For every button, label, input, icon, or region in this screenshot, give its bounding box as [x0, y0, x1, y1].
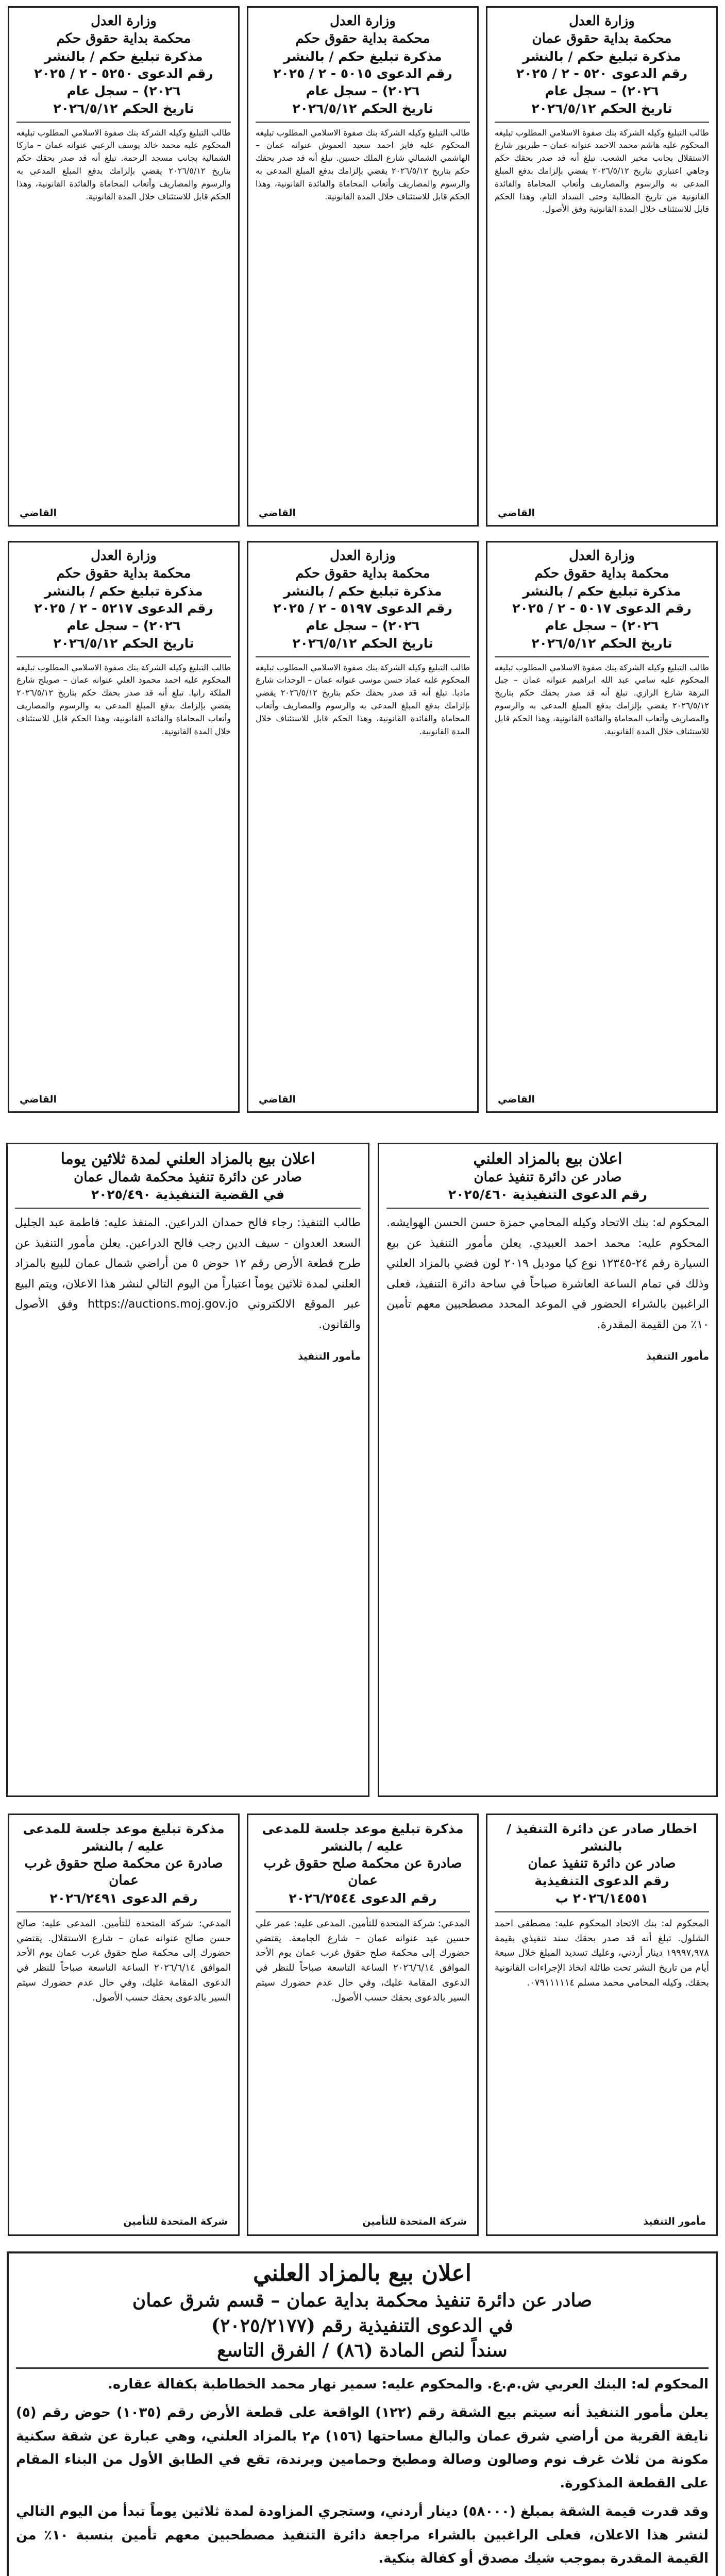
auction-notice-east — [378, 1143, 718, 1797]
notice-title: مذكرة تبليغ حكم / بالنشر — [44, 48, 203, 64]
auction-notice-north — [6, 1143, 369, 1797]
judgment-date: تاريخ الحكم ٢٠٢٦/٥/١٢ — [292, 635, 433, 651]
signature: القاضي — [498, 507, 535, 519]
notice-subtitle: صادرة عن محكمة صلح حقوق غرب عمان — [263, 1855, 462, 1889]
notice-paragraph: وقد قدرت قيمة الشقة بمبلغ (٥٨٠٠٠) دينار أردني، وستجري المزاودة لمدة ثلاثين يوماً تبدأ من اليوم التالي لنشر هذا الاعلان، فعلى الراغبين بالشراء مراجعة دائرة التنفيذ مصطحبين معهم تأمين بنسبة ١٠٪ من القيمة المقدرة بموجب شيك مصدق أو كفالة بنكية. — [16, 2504, 709, 2567]
notice-title: مذكرة تبليغ حكم / بالنشر — [283, 48, 442, 64]
ministry-name: وزارة العدل — [569, 13, 635, 29]
judgment-date: تاريخ الحكم ٢٠٢٦/٥/١٢ — [292, 100, 433, 116]
case-number: رقم الدعوى ٢٠٢٦/٢٤٩١ — [49, 1891, 198, 1906]
notice-title: مذكرة تبليغ موعد جلسة للمدعى عليه / بالنشر — [262, 1821, 464, 1854]
legal-basis: سنداً لنص المادة (٨٦) / الفرق التاسع — [217, 2340, 508, 2362]
ministry-name: وزارة العدل — [91, 13, 157, 29]
notice-body: طالب التبليغ وكيله الشركة بنك صفوة الاسلامي المطلوب تبليغه المحكوم عليه احمد محمود العلي عنوانه عمان – صويلح شارع الملكة رانيا. تبلغ أنه قد صدر بحقك حكم بتاريخ ٢٠٢٦/٥/١٢ يقضي بإلزامك بدفع المبلغ المدعى به والرسوم والمصاريف وأتعاب المحاماة والفائدة القانونية، وهذا الحكم قابل للاستئناف خلال المدة القانونية. — [16, 662, 231, 736]
notice-title: اعلان بيع بالمزاد العلني — [473, 1150, 622, 1168]
signature: شركة المتحدة للتأمين — [362, 2216, 467, 2227]
case-number: رقم الدعوى ٥٠١٥ - ٢ / ٢٠٢٥ — [273, 66, 452, 81]
register-line: ٢٠٢٦) – سجل عام — [545, 83, 659, 99]
notice-body: طالب التبليغ وكيله الشركة بنك صفوة الاسلامي المطلوب تبليغه المحكوم عليه هاشم محمد الاحمد عنوانه عمان – طبربور شارع الاستقلال بجانب مخبز الشعب. تبلغ أنه قد صدر بحقك حكم وجاهي اعتباري بتاريخ ٢٠٢٦/٥/١٢ يقضي بإلزامك بدفع المبلغ المدعى به والرسوم والمصاريف وأتعاب المحاماة والفائدة القانونية من تاريخ المطالبة وحتى السداد التام، وهذا الحكم قابل للاستئناف خلال المدة القانونية وفق الأصول. — [495, 127, 710, 214]
signature: مأمور التنفيذ — [643, 2216, 706, 2227]
court-name: محكمة بداية حقوق حكم — [534, 565, 669, 581]
case-number: رقم الدعوى ٥٠١٧ - ٢ / ٢٠٢٥ — [512, 601, 692, 616]
court-name: محكمة بداية حقوق عمان — [532, 30, 672, 46]
signature: القاضي — [259, 507, 296, 519]
signature: شركة المتحدة للتأمين — [123, 2216, 228, 2227]
notice-title: اعلان بيع بالمزاد العلني لمدة ثلاثين يوما — [60, 1150, 315, 1168]
notice-title: مذكرة تبليغ موعد جلسة للمدعى عليه / بالنشر — [23, 1821, 225, 1854]
notice-paragraph: المحكوم له: البنك العربي ش.م.ع. والمحكوم عليه: سمير نهار محمد الخطاطبة بكفالة عقاره. — [108, 2376, 709, 2392]
judgment-date: تاريخ الحكم ٢٠٢٦/٥/١٢ — [531, 635, 672, 651]
notice-body: طالب التبليغ وكيله الشركة بنك صفوة الاسلامي المطلوب تبليغه المحكوم عليه محمد خالد يوسف الزعبي عنوانه عمان – ماركا الشمالية بجانب مسجد الرحمة. تبلغ أنه قد صدر بحقك حكم بتاريخ ٢٠٢٦/٥/١٢ يقضي بإلزامك بدفع المبلغ المدعى به والرسوم والمصاريف وأتعاب المحاماة والفائدة القانونية، وهذا الحكم قابل للاستئناف خلال المدة القانونية. — [16, 127, 231, 201]
court-name: محكمة بداية حقوق حكم — [56, 30, 191, 46]
court-notice — [8, 541, 240, 1113]
notice-subtitle: صادر عن دائرة تنفيذ عمان — [528, 1855, 676, 1871]
case-number: رقم الدعوى ٥٢٥٠ - ٢ / ٢٠٢٥ — [34, 66, 213, 81]
notice-body: طالب التبليغ وكيله الشركة بنك صفوة الاسلامي المطلوب تبليغه المحكوم عليه فايز احمد سعيد العموش عنوانه عمان – الهاشمي الشمالي شارع الملك حسين. تبلغ أنه قد صدر بحقك حكم بتاريخ ٢٠٢٦/٥/١٢ يقضي بإلزامك بدفع المبلغ المدعى به والرسوم والمصاريف وأتعاب المحاماة والفائدة القانونية، وهذا الحكم قابل للاستئناف خلال المدة القانونية. — [256, 127, 470, 201]
notice-title: مذكرة تبليغ حكم / بالنشر — [522, 48, 681, 64]
court-notice — [486, 6, 718, 527]
notice-subtitle: صادر عن دائرة تنفيذ محكمة بداية عمان – قسم شرق عمان — [132, 2290, 593, 2312]
ministry-name: وزارة العدل — [330, 13, 396, 29]
notice-title: اعلان بيع بالمزاد العلني — [253, 2260, 471, 2286]
ministry-name: وزارة العدل — [569, 548, 635, 564]
signature: القاضي — [20, 507, 57, 519]
judgment-date: تاريخ الحكم ٢٠٢٦/٥/١٢ — [53, 635, 194, 651]
register-line: ٢٠٢٦) – سجل عام — [306, 83, 420, 99]
court-notice — [486, 541, 718, 1113]
notice-title: اخطار صادر عن دائرة التنفيذ / بالنشر — [507, 1821, 697, 1854]
register-line: ٢٠٢٦) – سجل عام — [545, 618, 659, 634]
register-line: ٢٠٢٦) – سجل عام — [306, 618, 420, 634]
signature: مأمور التنفيذ — [298, 1350, 361, 1362]
judgment-date: تاريخ الحكم ٢٠٢٦/٥/١٢ — [531, 100, 672, 116]
register-line: ٢٠٢٦) – سجل عام — [66, 83, 181, 99]
case-number: في القضية التنفيذية ٢٠٢٥/٤٩٠ — [91, 1187, 285, 1202]
signature: القاضي — [20, 1094, 57, 1105]
notice-body: طالب التبليغ وكيله الشركة بنك صفوة الاسلامي المطلوب تبليغه المحكوم عليه سامي عبد الله ابراهيم عنوانه عمان – جبل النزهة شارع الرازي. تبلغ أنه قد صدر بحقك حكم بتاريخ ٢٠٢٦/٥/١٢ يقضي بإلزامك بدفع المبلغ المدعى به والرسوم والمصاريف وأتعاب المحاماة والفائدة القانونية، وهذا الحكم قابل للاستئناف خلال المدة القانونية. — [495, 662, 709, 736]
notice-title: مذكرة تبليغ حكم / بالنشر — [283, 583, 442, 599]
signature: القاضي — [498, 1094, 535, 1105]
case-number: رقم الدعوى ٢٠٢٦/٢٥٤٤ — [289, 1891, 437, 1906]
court-name: محكمة بداية حقوق حكم — [295, 565, 430, 581]
case-number: رقم الدعوى ٥١٩٧ - ٢ / ٢٠٢٥ — [273, 601, 452, 616]
notice-subtitle: صادر عن دائرة تنفيذ عمان — [474, 1169, 622, 1185]
case-number: رقم الدعوى ٥٢٠ - ٢ / ٢٠٢٥ — [516, 66, 688, 81]
large-auction-notice — [7, 2251, 718, 2576]
register-line: ٢٠٢٦) – سجل عام — [66, 618, 181, 634]
ministry-name: وزارة العدل — [91, 548, 157, 564]
hearing-notice — [486, 1814, 718, 2236]
ministry-name: وزارة العدل — [330, 548, 396, 564]
notice-subtitle: صادر عن دائرة تنفيذ محكمة شمال عمان — [74, 1169, 302, 1185]
notice-body: طالب التبليغ وكيله الشركة بنك صفوة الاسلامي المطلوب تبليغه المحكوم عليه عماد حسن موسى عنوانه عمان – الوحدات شارع مادبا. تبلغ أنه قد صدر بحقك حكم بتاريخ ٢٠٢٦/٥/١٢ يقضي بإلزامك بدفع المبلغ المدعى به والرسوم والمصاريف وأتعاب المحاماة والفائدة القانونية، وهذا الحكم قابل للاستئناف خلال المدة القانونية. — [256, 662, 470, 736]
hearing-notice — [247, 1814, 479, 2236]
court-name: محكمة بداية حقوق حكم — [56, 565, 191, 581]
notice-body: المدعي: شركة المتحدة للتأمين. المدعى عليه: عمر علي حسين عيد عنوانه عمان – شارع الجامعة. يقتضي حضورك إلى محكمة صلح حقوق غرب عمان يوم الأحد الموافق ٢٠٢٦/٦/١٤ الساعة التاسعة صباحاً للنظر في الدعوى المقامة عليك، وفي حال عدم حضورك سيتم السير بالدعوى بحقك حسب الأصول. — [256, 1918, 470, 2003]
court-name: محكمة بداية حقوق حكم — [295, 30, 430, 46]
notice-body: المحكوم له: بنك الاتحاد المحكوم عليه: مصطفى احمد الشلول. تبلغ أنه قد صدر بحقك سند تنفيذي بقيمة ١٩٩٩٧,٩٧٨ دينار أردني، وعليك تسديد المبلغ خلال سبعة أيام من تاريخ النشر تحت طائلة اتخاذ الإجراءات القانونية بحقك. وكيله المحامي محمد مسلم ٠٧٩١١١١١٤. — [495, 1918, 709, 1988]
court-notice — [8, 6, 240, 527]
signature: القاضي — [259, 1094, 296, 1105]
hearing-notice — [8, 1814, 240, 2236]
case-number: رقم الدعوى التنفيذية ٢٠٢٥/٤٦٠ — [448, 1187, 648, 1202]
notice-paragraph: يعلن مأمور التنفيذ أنه سيتم بيع الشقة رقم (١٢٢) الواقعة على قطعة الأرض رقم (١٠٣٥) حوض رقم (٥) نايفة القرية من أراضي شرق عمان والبالغ مساحتها (١٥٦) م٢ بالمزاد العلني، وهي عبارة عن شقة سكنية مكونة من ثلاث غرف نوم وصالون وصالة ومطبخ وحمامين وبرندة، تقع في الطابق الأول من البناء المقام على القطعة المذكورة. — [16, 2405, 709, 2491]
notice-subtitle: صادرة عن محكمة صلح حقوق غرب عمان — [24, 1855, 223, 1889]
notice-title: مذكرة تبليغ حكم / بالنشر — [522, 583, 681, 599]
signature: مأمور التنفيذ — [646, 1350, 709, 1362]
notice-body: طالب التنفيذ: رجاء فالح حمدان الدراعين. المنفذ عليه: فاطمة عبد الجليل السعد العدوان - سيف الدين رجب فالح الدراعين. يعلن مأمور التنفيذ عن طرح قطعة الأرض رقم ١٢ حوض ٥ من أراضي شمال عمان للبيع بالمزاد العلني لمدة ثلاثين يوماً اعتباراً من اليوم التالي لنشر هذا الاعلان، ويتم البيع عبر الموقع الالكتروني https://auctions.moj.gov.jo وفق الأصول والقانون. — [15, 1216, 361, 1332]
notice-title: مذكرة تبليغ حكم / بالنشر — [44, 583, 203, 599]
judgment-date: تاريخ الحكم ٢٠٢٦/٥/١٢ — [53, 100, 194, 116]
case-number: رقم الدعوى التنفيذية — [534, 1873, 669, 1889]
case-number: رقم الدعوى ٥٢١٧ - ٢ / ٢٠٢٥ — [34, 601, 213, 616]
case-number-value: ٢٠٢٦/١٤٥٥١ ب — [555, 1891, 649, 1906]
court-notice — [247, 6, 479, 527]
notice-body: المحكوم له: بنك الاتحاد وكيله المحامي حمزة حسن الحسن الهوايشه. المحكوم عليه: محمد احمد العبيدي. يعلن مأمور التنفيذ عن بيع السيارة رقم ٢٤-١٢٣٤٥ نوع كيا موديل ٢٠١٩ لون فضي بالمزاد العلني وذلك في تمام الساعة العاشرة صباحاً في ساحة دائرة التنفيذ، فعلى الراغبين بالشراء الحضور في الموعد المحدد مصطحبين معهم تأمين ١٠٪ من القيمة المقدرة. — [386, 1216, 709, 1332]
notice-body: المدعي: شركة المتحدة للتأمين. المدعى عليه: صالح حسن صالح عنوانه عمان – شارع الاستقلال. يقتضي حضورك إلى محكمة صلح حقوق غرب عمان يوم الأحد الموافق ٢٠٢٦/٦/١٤ الساعة التاسعة صباحاً للنظر في الدعوى المقامة عليك، وفي حال عدم حضورك سيتم السير بالدعوى بحقك حسب الأصول. — [16, 1918, 231, 2003]
case-number: في الدعوى التنفيذية رقم (٢٠٢٥/٢١٧٧) — [211, 2314, 513, 2336]
court-notice — [247, 541, 479, 1113]
